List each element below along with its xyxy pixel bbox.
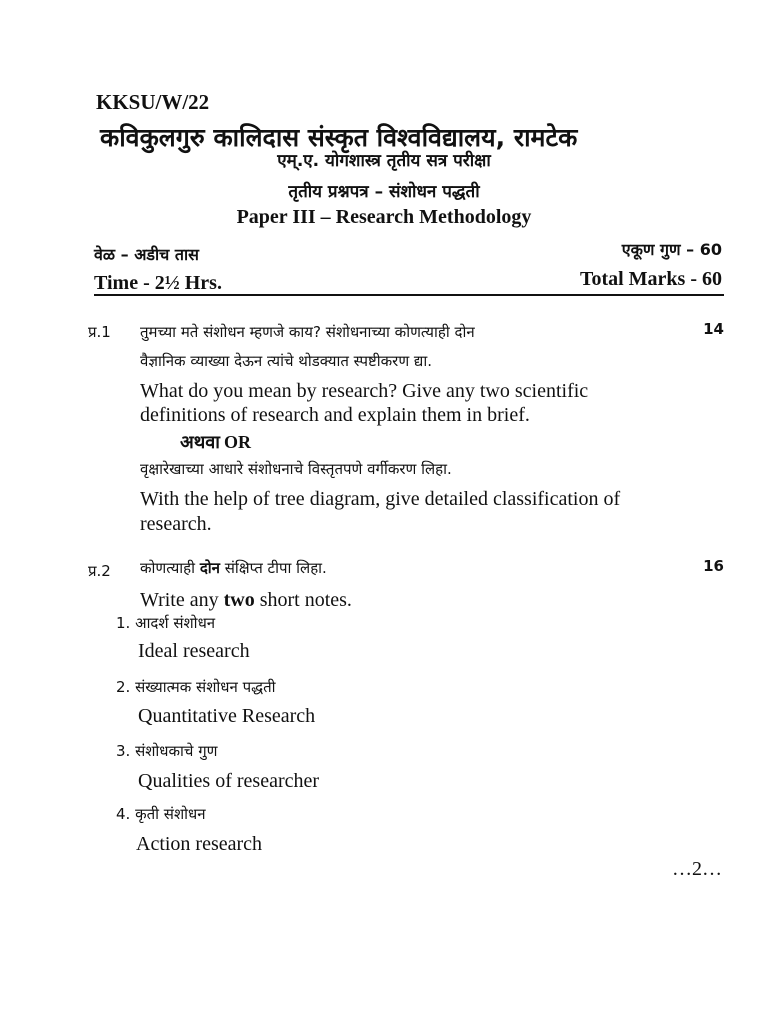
paper-title-marathi: तृतीय प्रश्नपत्र – संशोधन पद्धती	[288, 182, 480, 202]
q2-item-1-marathi: 1. आदर्श संशोधन	[116, 614, 216, 632]
q2-english-bold: two	[223, 589, 255, 611]
q1-marks: 14	[703, 320, 724, 338]
exam-title: एम्.ए. योगशास्त्र तृतीय सत्र परीक्षा	[277, 151, 491, 171]
q2-marathi-bold: दोन	[199, 559, 221, 577]
q2-marathi-pre: कोणत्याही	[140, 559, 196, 577]
q2-item-2-marathi: 2. संख्यात्मक संशोधन पद्धती	[116, 678, 276, 696]
or-separator	[180, 430, 251, 454]
q1-alt-marathi: वृक्षारेखाच्या आधारे संशोधनाचे विस्तृतपणे वर्गीकरण लिहा.	[140, 460, 452, 478]
q1-alt-english-line-2: research.	[140, 513, 212, 535]
time-marathi: वेळ – अडीच तास	[94, 245, 199, 264]
q2-marathi-post: संक्षिप्त टीपा लिहा.	[224, 559, 327, 577]
or-english: OR	[223, 432, 251, 452]
q2-english-post: short notes.	[259, 589, 352, 611]
q2-number: प्र.2	[88, 562, 111, 580]
q2-marathi-instruction	[140, 558, 327, 578]
q1-number: प्र.1	[88, 323, 111, 341]
q2-item-4-marathi: 4. कृती संशोधन	[116, 805, 206, 823]
q1-english-line-2: definitions of research and explain them in brief.	[140, 404, 530, 426]
paper-title-english: Paper III – Research Methodology	[236, 206, 532, 228]
q2-marks: 16	[703, 557, 724, 575]
q2-item-1-english: Ideal research	[138, 640, 250, 662]
total-marks-marathi: एकूण गुण – 60	[621, 240, 722, 259]
q2-item-4-english: Action research	[136, 833, 263, 855]
q2-item-3-marathi: 3. संशोधकाचे गुण	[116, 742, 218, 760]
or-marathi: अथवा	[180, 432, 220, 453]
q1-alt-english-line-1: With the help of tree diagram, give detailed classification of	[140, 488, 621, 510]
q2-english-instruction	[140, 588, 352, 612]
q1-marathi-line-2: वैज्ञानिक व्याख्या देऊन त्यांचे थोडक्यात स्पष्टीकरण द्या.	[140, 352, 433, 370]
q1-marathi-line-1: तुमच्या मते संशोधन म्हणजे काय? संशोधनाच्या कोणत्याही दोन	[140, 323, 475, 341]
header-divider	[94, 294, 724, 296]
time-english: Time - 2½ Hrs.	[94, 272, 222, 294]
q2-item-3-english: Qualities of researcher	[138, 770, 320, 792]
paper-code: KKSU/W/22	[96, 90, 210, 114]
university-name: कविकुलगुरु कालिदास संस्कृत विश्वविद्यालय, रामटेक	[100, 123, 578, 152]
total-marks-english: Total Marks - 60	[579, 268, 722, 290]
page-continuation-marker: …2…	[672, 858, 722, 880]
q1-english-line-1: What do you mean by research? Give any two scientific	[140, 380, 589, 402]
q2-item-2-english: Quantitative Research	[138, 705, 316, 727]
q2-english-pre: Write any	[140, 589, 219, 611]
